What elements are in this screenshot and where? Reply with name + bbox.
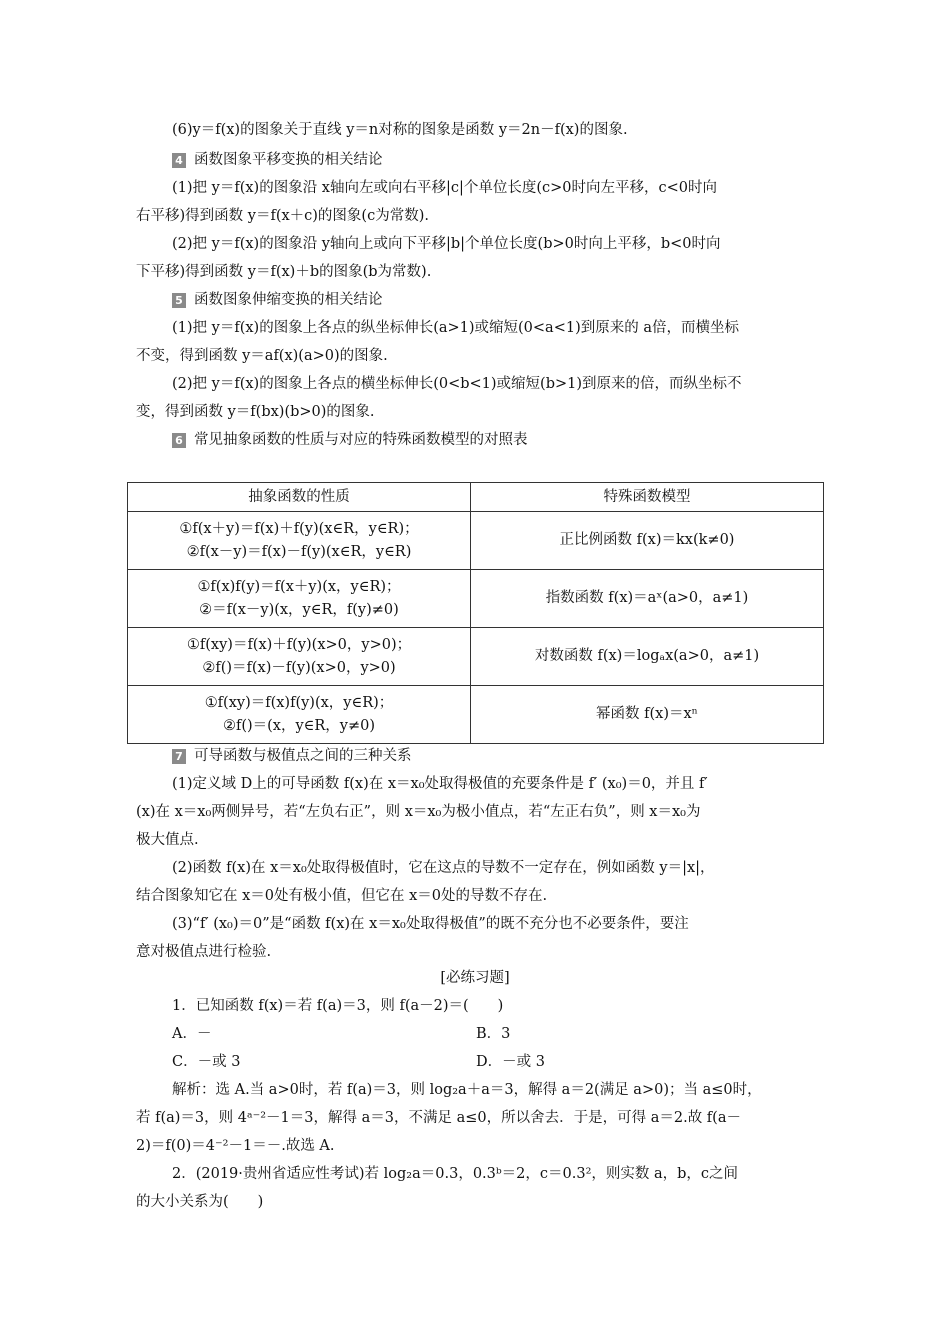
property-line: ②f()＝f(x)－f(y)(x>0，y>0) [202, 659, 396, 676]
table-row [128, 570, 824, 628]
property-line: ②＝f(x－y)(x，y∈R，f(y)≠0) [199, 601, 399, 618]
question-2-continued: 的大小关系为( ) [136, 1194, 264, 1210]
paragraph-line: (2)把 y＝f(x)的图象上各点的横坐标伸长(0<b<1)或缩短(b>1)到原来的倍，而纵坐标不 [172, 376, 742, 392]
section-heading-6 [172, 430, 528, 450]
paragraph-line: 变，得到函数 y＝f(bx)(b>0)的图象. [136, 404, 375, 420]
property-cell [128, 686, 471, 744]
section-title: 函数图象伸缩变换的相关结论 [194, 292, 383, 308]
section-heading-4 [172, 150, 383, 170]
paragraph-line: (2)函数 f(x)在 x＝x₀处取得极值时，它在这点的导数不一定存在，例如函数 y＝|x|， [172, 860, 715, 876]
property-line: ①f(x＋y)＝f(x)＋f(y)(x∈R，y∈R)； [179, 520, 419, 537]
section-title: 可导函数与极值点之间的三种关系 [194, 748, 412, 764]
option-b: B．3 [476, 1026, 511, 1042]
model-cell: 指数函数 f(x)＝aˣ(a>0，a≠1) [471, 570, 824, 628]
model-cell: 幂函数 f(x)＝xⁿ [471, 686, 824, 744]
paragraph-line: (3)“f′ (x₀)＝0”是“函数 f(x)在 x＝x₀处取得极值”的既不充分也不必要条件，要注 [172, 916, 689, 932]
option-a: A．－ [172, 1026, 212, 1042]
paragraph-line: 下平移)得到函数 y＝f(x)＋b的图象(b为常数). [136, 264, 432, 280]
section-number-badge: 5 [172, 293, 186, 308]
solution-line: 若 f(a)＝3，则 4ᵃ⁻²－1＝3，解得 a＝3，不满足 a≤0，所以舍去．于是，可得 a＝2.故 f(a－ [136, 1110, 741, 1126]
solution-line: 解析：选 A.当 a>0时，若 f(a)＝3，则 log₂a＋a＝3，解得 a＝2(满足 a>0)；当 a≤0时， [172, 1082, 762, 1098]
table-row [128, 686, 824, 744]
paragraph-line: 意对极值点进行检验. [136, 944, 272, 960]
solution-line: 2)＝f(0)＝4⁻²－1＝－.故选 A. [136, 1138, 335, 1154]
section-title: 常见抽象函数的性质与对应的特殊函数模型的对照表 [194, 432, 528, 448]
paragraph-item-6: (6)y＝f(x)的图象关于直线 y＝n对称的图象是函数 y＝2n－f(x)的图象. [172, 122, 628, 138]
model-cell: 对数函数 f(x)＝logₐx(a>0，a≠1) [471, 628, 824, 686]
option-d: D．－或 3 [476, 1054, 545, 1070]
table-header-cell: 抽象函数的性质 [128, 483, 471, 512]
option-c: C．－或 3 [172, 1054, 241, 1070]
paragraph-line: (2)把 y＝f(x)的图象沿 y轴向上或向下平移|b|个单位长度(b>0时向上平移，b<0时向 [172, 236, 721, 252]
property-cell [128, 512, 471, 570]
property-cell [128, 570, 471, 628]
paragraph-line: 结合图象知它在 x＝0处有极小值，但它在 x＝0处的导数不存在. [136, 888, 548, 904]
question-1: 1．已知函数 f(x)＝若 f(a)＝3，则 f(a－2)＝( ) [172, 998, 504, 1014]
section-title: 函数图象平移变换的相关结论 [194, 152, 383, 168]
property-line: ①f(xy)＝f(x)f(y)(x，y∈R)； [204, 694, 394, 711]
paragraph-line: 不变，得到函数 y＝af(x)(a>0)的图象. [136, 348, 388, 364]
table-row [128, 628, 824, 686]
section-number-badge: 4 [172, 153, 186, 168]
property-cell [128, 628, 471, 686]
section-heading-7 [172, 746, 412, 766]
paragraph-line: (1)定义域 D上的可导函数 f(x)在 x＝x₀处取得极值的充要条件是 f′ (x₀)＝0，并且 f′ [172, 776, 708, 792]
property-line: ②f(x－y)＝f(x)－f(y)(x∈R，y∈R) [186, 543, 412, 560]
paragraph-line: 极大值点. [136, 832, 199, 848]
model-cell: 正比例函数 f(x)＝kx(k≠0) [471, 512, 824, 570]
table-header-cell: 特殊函数模型 [471, 483, 824, 512]
question-2: 2．(2019·贵州省适应性考试)若 log₂a＝0.3，0.3ᵇ＝2，c＝0.3²，则实数 a，b，c之间 [172, 1166, 739, 1182]
property-line: ①f(x)f(y)＝f(x＋y)(x，y∈R)； [197, 578, 401, 595]
section-number-badge: 7 [172, 749, 186, 764]
paragraph-line: (1)把 y＝f(x)的图象上各点的纵坐标伸长(a>1)或缩短(0<a<1)到原来的 a倍，而横坐标 [172, 320, 739, 336]
function-property-table [127, 482, 824, 744]
paragraph-line: (x)在 x＝x₀两侧异号，若“左负右正”，则 x＝x₀为极小值点，若“左正右负”，则 x＝x₀为 [136, 804, 701, 820]
section-number-badge: 6 [172, 433, 186, 448]
section-heading-5 [172, 290, 383, 310]
table-row [128, 512, 824, 570]
property-line: ②f()＝(x，y∈R，y≠0) [222, 717, 376, 734]
paragraph-line: 右平移)得到函数 y＝f(x＋c)的图象(c为常数). [136, 208, 429, 224]
table-header-row [128, 483, 824, 512]
exercise-section-title: [必练习题] [440, 970, 510, 986]
property-line: ①f(xy)＝f(x)＋f(y)(x>0，y>0)； [186, 636, 412, 653]
paragraph-line: (1)把 y＝f(x)的图象沿 x轴向左或向右平移|c|个单位长度(c>0时向左平移，c<0时向 [172, 180, 718, 196]
